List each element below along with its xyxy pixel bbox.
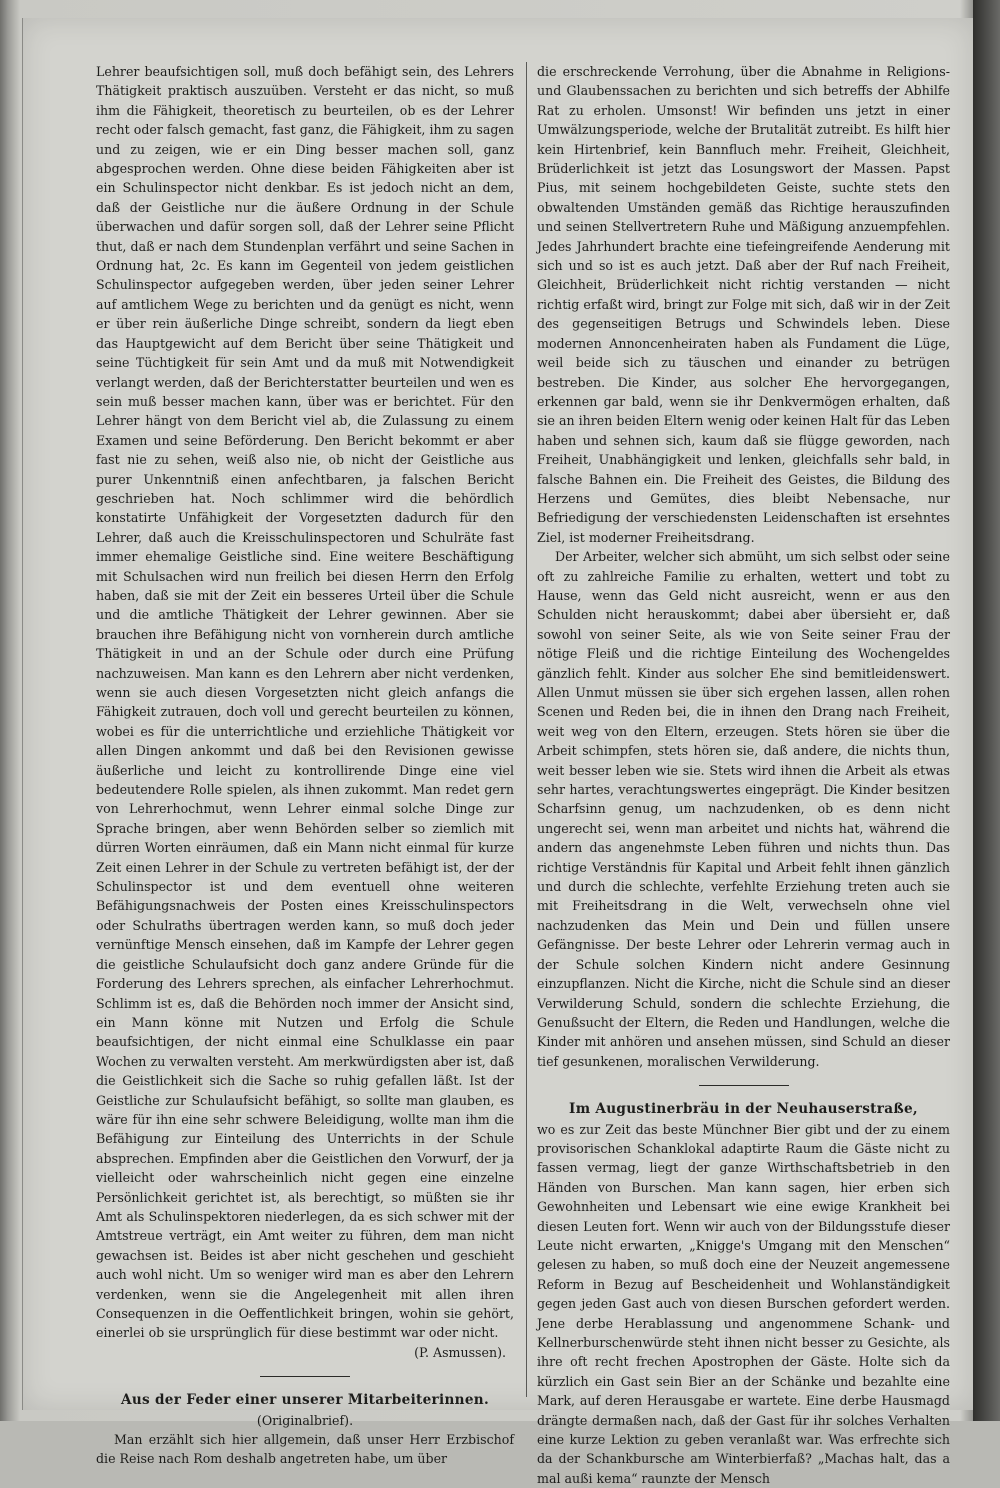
- right-column: [537, 62, 950, 1488]
- section-separator: [260, 1376, 350, 1377]
- section-title: Im Augustinerbräu in der Neuhauserstraße,: [569, 1101, 918, 1118]
- section-title: Aus der Feder einer unserer Mitarbeiterinnen.: [120, 1392, 490, 1409]
- author-signature: (P. Asmussen).: [414, 1344, 506, 1360]
- section-subtitle: (Originalbrief).: [256, 1412, 354, 1428]
- article-paragraph: die erschreckende Verrohung, über die Abnahme in Religions- und Glaubenssachen zu berichten und sich betreffs der Abhilfe Rat zu erholen. Umsonst! Wir befinden uns jetzt in einer Umwälzungsperiode, welche der Brutalität zutreibt. Es hilft hier kein Hirtenbrief, kein Bannfluch mehr. Freiheit, Gleichheit, Brüderlichkeit ist jetzt das Losungswort der Massen. Papst Pius, mit seinem hochgebildeten Geiste, suchte stets den obwaltenden Umständen gemäß das Richtige herauszufinden und seinen Stellvertretern Ruhe und Mäßigung anzuempfehlen. Jedes Jahrhundert brachte eine tiefeingreifende Aenderung mit sich und so ist es auch jetzt. Daß aber der Ruf nach Freiheit, Gleichheit, Brüderlichkeit nicht richtig verstanden — nicht richtig erfaßt wird, bringt zur Folge mit sich, daß wir in der Zeit des gegenseitigen Betrugs und Schwindels leben. Diese modernen Annoncenheiraten haben als Fundament die Lüge, weil beide sich zu täuschen und einander zu betrügen bestreben. Die Kinder, aus solcher Ehe hervorgegangen, erkennen gar bald, wenn sie ihr Denkvermögen erhalten, daß sie an ihren beiden Eltern wenig oder keinen Halt für das Leben haben und sehnen sich, kaum daß sie flügge geworden, nach Freiheit, Unabhängigkeit und lenken, gleichfalls sehr bald, in falsche Bahnen ein. Die Freiheit des Geistes, die Bildung des Herzens und Gemütes, dies bleibt Nebensache, nur Befriedigung der verschiedensten Leidenschaften ist ersehntes Ziel, ist moderner Freiheitsdrang.: [537, 64, 950, 545]
- section-separator: [699, 1085, 789, 1086]
- article-paragraph: Man erzählt sich hier allgemein, daß unser Herr Erzbischof die Reise nach Rom deshalb angetreten habe, um über: [96, 1432, 514, 1467]
- column-divider: [526, 62, 527, 1397]
- article-paragraph: Lehrer beaufsichtigen soll, muß doch befähigt sein, des Lehrers Thätigkeit praktisch auszuüben. Versteht er das nicht, so muß ihm die Fähigkeit, theoretisch zu beurteilen, ob es der Lehrer recht oder falsch gemacht, fast ganz, die Fähigkeit, ihm zu sagen und zu zeigen, wie er ein Ding besser machen soll, ganz abgesprochen werden. Ohne diese beiden Fähigkeiten aber ist ein Schulinspector nicht denkbar. Es ist jedoch nicht an dem, daß der Geistliche nur die äußere Ordnung in der Schule überwachen und dafür sorgen soll, daß der Lehrer seine Pflicht thut, daß er nach dem Stundenplan verfährt und seine Sachen in Ordnung hat, 2c. Es kann im Gegenteil von jedem geistlichen Schulinspector aufgegeben werden, über jeden seiner Lehrer auf amtlichem Wege zu berichten und da genügt es nicht, wenn er über rein äußerliche Dinge schreibt, sondern da liegt eben das Hauptgewicht auf dem Bericht über seine Thätigkeit und seine Tüchtigkeit für sein Amt und da muß mit Notwendigkeit verlangt werden, daß der Berichterstatter beurteilen und wen es sein muß besser machen kann, über was er berichtet. Für den Lehrer hängt von dem Bericht viel ab, die Zulassung zu einem Examen und seine Beförderung. Den Bericht bekommt er aber fast nie zu sehen, weiß also nie, ob nicht der Geistliche aus purer Unkenntniß einen anfechtbaren, ja falschen Bericht geschrieben hat. Noch schlimmer wird die behördlich konstatirte Unfähigkeit der Vorgesetzten dadurch für den Lehrer, daß auch die Kreisschulinspectoren und Schulräte fast immer ehemalige Geistliche sind. Eine weitere Beschäftigung mit Schulsachen wird nun freilich bei diesen Herrn den Erfolg haben, daß sie mit der Zeit ein besseres Urteil über die Schule und die amtliche Thätigkeit der Lehrer gewinnen. Aber sie brauchen ihre Befähigung nicht von vornherein durch amtliche Thätigkeit in und an der Schule oder durch eine Prüfung nachzuweisen. Man kann es den Lehrern aber nicht verdenken, wenn sie auch diesen Vorgesetzten nicht gleich anfangs die Fähigkeit zutrauen, doch voll und gerecht beurteilen zu können, wobei es für die unterrichtliche und erziehliche Thätigkeit vor allen Dingen ankommt und daß bei den Revisionen gewisse äußerliche und leicht zu kontrollirende Dinge eine viel bedeutendere Rolle spielen, als ihnen zukommt. Man redet gern von Lehrerhochmut, wenn Lehrer einmal solche Dinge zur Sprache bringen, aber wenn Behörden selber so ziemlich mit dürren Worten einräumen, daß ein Mann nicht einmal für kurze Zeit einen Lehrer in der Schule zu vertreten befähigt ist, der der Schulinspector ist und dem eventuell ohne weiteren Befähigungsnachweis der Posten eines Kreisschulinspectors oder Schulraths übertragen werden kann, so muß doch jeder vernünftige Mensch einsehen, daß im Kampfe der Lehrer gegen die geistliche Schulaufsicht doch ganz andere Gründe für die Forderung des Lehrers sprechen, als einfacher Lehrerhochmut. Schlimm ist es, daß die Behörden noch immer der Ansicht sind, ein Mann könne mit Nutzen und Erfolg die Schule beaufsichtigen, der nicht einmal eine Schulklasse ein paar Wochen zu verwalten versteht. Am merkwürdigsten aber ist, daß die Geistlichkeit sich die Sache so ruhig gefallen läßt. Ist der Geistliche zur Schulaufsicht befähigt, so sollte man glauben, es wäre für ihn eine sehr schwere Beleidigung, wollte man ihm die Befähigung zur Einteilung des Unterrichts in der Schule absprechen. Empfinden aber die Geistlichen den Vorwurf, der ja vielleicht oder wahrscheinlich nicht gegen eine einzelne Persönlichkeit gerichtet ist, als berechtigt, so müßten sie ihr Amt als Schulinspektoren niederlegen, da es sich schwer mit der Amtstreue verträgt, ein Amt weiter zu führen, dem man nicht gewachsen ist. Beides ist aber nicht geschehen und geschieht auch wohl nicht. Um so weniger wird man es aber den Lehrern verdenken, wenn sie die Angelegenheit mit allen ihren Consequenzen in die Oeffentlichkeit bringen, wohin sie gehört, einerlei ob sie ursprünglich für diese bestimmt war oder nicht.: [96, 64, 514, 1341]
- article-paragraph: Der Arbeiter, welcher sich abmüht, um sich selbst oder seine oft zu zahlreiche Familie zu erhalten, wettert und tobt zu Hause, wenn das Geld nicht ausreicht, wenn er aus den Schulden nicht herauskommt; dabei aber übersieht er, daß sowohl von seiner Seite, als wie von Seite seiner Frau der nötige Fleiß und die richtige Einteilung des Wochengeldes gänzlich fehlt. Kinder aus solcher Ehe sind bemitleidenswert. Allen Unmut müssen sie über sich ergehen lassen, allen rohen Scenen und Reden bei, die in ihnen den Drang nach Freiheit, weit weg von den Eltern, erzeugen. Stets hören sie über die Arbeit schimpfen, stets hören sie, daß andere, die nichts thun, weit besser leben wie sie. Stets wird ihnen die Arbeit als etwas sehr hartes, verachtungswertes eingeprägt. Die Kinder besitzen Scharfsinn genug, um nachzudenken, ob es denn nicht ungerecht sei, wenn man arbeitet und nichts hat, während die andern das angenehmste Leben führen und nichts thun. Das richtige Verständnis für Kapital und Arbeit fehlt ihnen gänzlich und durch die schlechte, verfehlte Erziehung treten auch sie mit Freiheitsdrang in die Welt, verwechseln ohne viel nachzudenken das Mein und Dein und füllen unsere Gefängnisse. Der beste Lehrer oder Lehrerin vermag auch in der Schule solchen Kindern nicht andere Gesinnung einzupflanzen. Nicht die Kirche, nicht die Schule sind an dieser Verwilderung Schuld, sondern die schlechte Erziehung, die Genußsucht der Eltern, die Reden und Handlungen, welche die Kinder mit anhören und ansehen müssen, sind Schuld an dieser tief gesunkenen, moralischen Verwilderung.: [537, 549, 950, 1069]
- article-paragraph: wo es zur Zeit das beste Münchner Bier gibt und der zu einem provisorischen Schanklokal adaptirte Raum die Gäste nicht zu fassen vermag, liegt der ganze Wirthschaftsbetrieb in den Händen von Burschen. Man kann sagen, hier erben sich Gewohnheiten und Lebensart wie eine ewige Krankheit bei diesen Leuten fort. Wenn wir auch von der Bildungsstufe dieser Leute nicht erwarten, „Knigge's Umgang mit den Menschen“ gelesen zu haben, so muß doch eine der Neuzeit angemessene Reform in Bezug auf Bescheidenheit und Wohlanständigkeit gegen jeden Gast auch von diesen Burschen gefordert werden. Jene derbe Herablassung und angenommene Schank- und Kellnerburschenwürde steht ihnen nicht besser zu Gesichte, als ihre oft recht frechen Apostrophen der Gäste. Holte sich da kürzlich ein Gast sein Bier an der Schänke und bezahlte eine Mark, auf deren Herausgabe er wartete. Eine derbe Hausmagd drängte dermaßen nach, daß der Gast für ihr solches Verhalten eine kurze Lektion zu geben veranlaßt war. Was erfrechte sich da der Schankbursche am Winterbierfaß? „Machas halt, das a mal außi kema“ raunzte der Mensch: [537, 1121, 950, 1486]
- left-column: [96, 62, 514, 1469]
- scan-edge-shadow: [973, 0, 1000, 1421]
